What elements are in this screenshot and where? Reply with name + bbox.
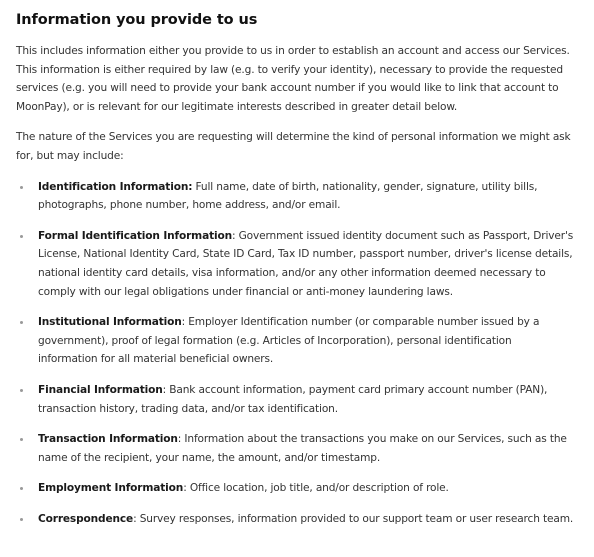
item-term: Identification Information:: [38, 180, 193, 193]
bullet-icon: [20, 518, 23, 521]
item-text: : Information about the transactions you make on our Services, such as the name of the recipient, your name, the amount, and/or timestamp.: [38, 433, 567, 464]
item-term: Institutional Information: [38, 316, 182, 329]
list-item: [16, 313, 574, 369]
list-item: [16, 430, 574, 467]
list-item: [16, 381, 574, 418]
list-item: [16, 510, 574, 529]
bullet-icon: [20, 438, 23, 441]
item-text: : Bank account information, payment card primary account number (PAN), transaction history, trading data, and/or tax identification.: [38, 383, 548, 415]
information-list: [16, 178, 574, 529]
item-term: Transaction Information: [38, 433, 178, 446]
bullet-icon: [20, 321, 23, 324]
bullet-icon: [20, 235, 23, 238]
intro-paragraph: This includes information either you provide to us in order to establish an account and access our Services. This information is either required by law (e.g. to verify your identity), necessary to provide the requested services (e.g. you will need to provide your bank account number if you would like to link that account to MoonPay), or is relevant for our legitimate interests described in greater detail below.: [16, 45, 570, 113]
bullet-icon: [20, 186, 23, 189]
bullet-icon: [20, 487, 23, 490]
item-term: Financial Information: [38, 383, 163, 396]
list-item: [16, 178, 574, 215]
item-text: : Employer Identification number (or comparable number issued by a government), proof of legal formation (e.g. Articles of Incorporation), personal identification information for all material beneficial owners.: [38, 316, 540, 366]
list-item: [16, 479, 574, 498]
bullet-icon: [20, 389, 23, 392]
list-item: [16, 227, 574, 301]
item-text: Full name, date of birth, nationality, gender, signature, utility bills, photographs, phone number, home address, and/or email.: [38, 180, 538, 212]
item-term: Employment Information: [38, 482, 184, 495]
item-text: : Government issued identity document such as Passport, Driver's License, National Identity Card, State ID Card, Tax ID number, passport number, driver's license details, national identity card details, visa information, and/or any other information deemed necessary to comply with our legal obligations under financial or anti-money laundering laws.: [38, 229, 574, 298]
item-text: : Survey responses, information provided to our support team or user research team.: [133, 512, 574, 525]
item-term: Formal Identification Information: [38, 229, 232, 242]
section-heading: Information you provide to us: [16, 12, 258, 28]
item-text: : Office location, job title, and/or description of role.: [183, 482, 449, 495]
item-term: Correspondence: [38, 512, 134, 525]
nature-paragraph: The nature of the Services you are requesting will determine the kind of personal information we might ask for, but may include:: [16, 131, 571, 162]
